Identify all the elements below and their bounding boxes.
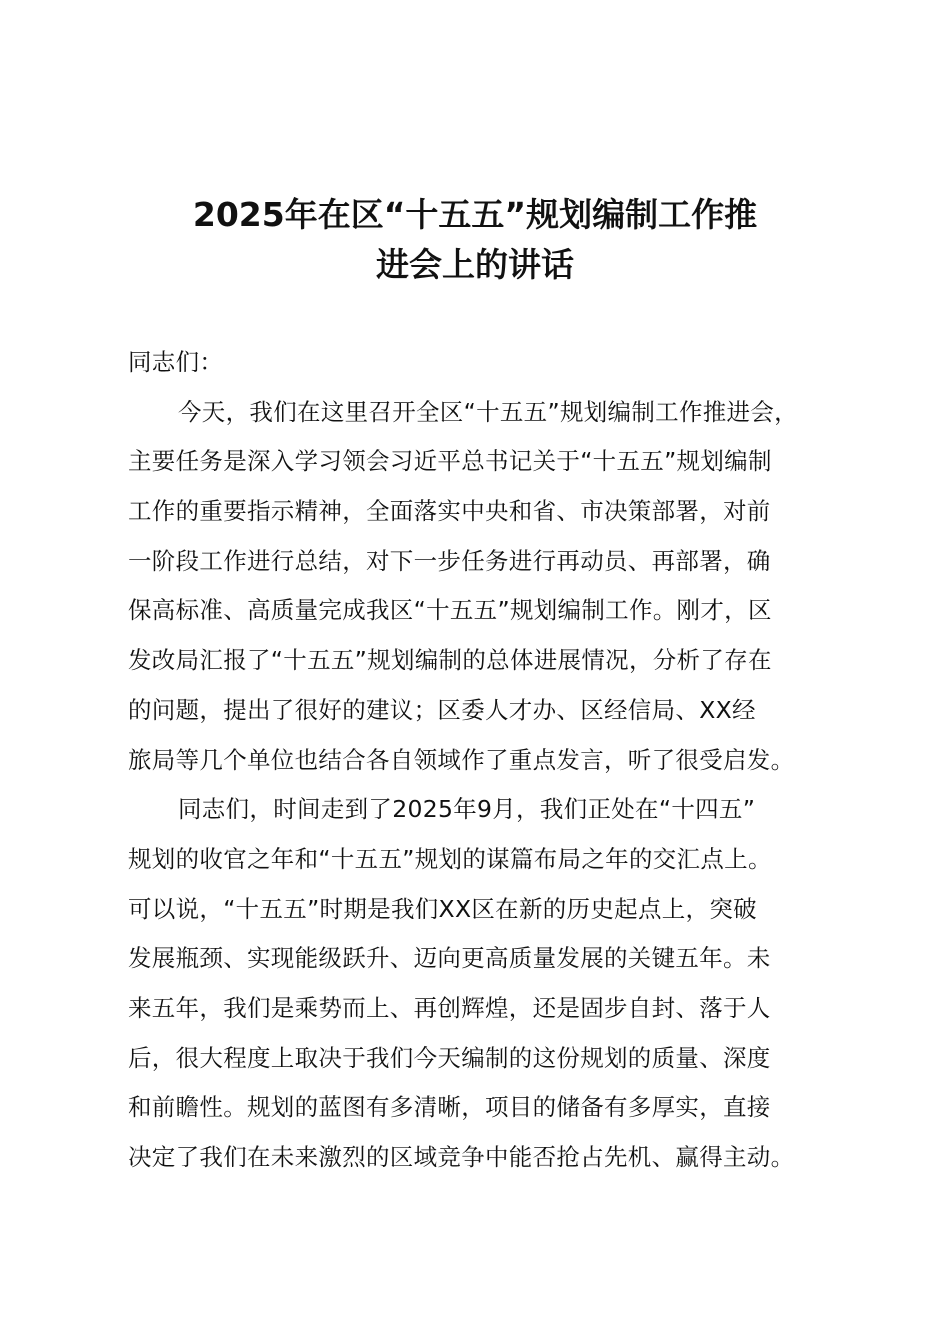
salutation: 同志们： — [128, 348, 224, 376]
paragraph-line: 的问题，提出了很好的建议；区委人才办、区经信局、XX经 — [128, 695, 756, 724]
paragraph-line: 和前瞻性。规划的蓝图有多清晰，项目的储备有多厚实，直接 — [128, 1093, 771, 1122]
paragraph-line: 保高标准、高质量完成我区“十五五”规划编制工作。刚才，区 — [128, 596, 772, 625]
paragraph-line: 发改局汇报了“十五五”规划编制的总体进展情况，分析了存在 — [128, 646, 772, 675]
paragraph-line: 旅局等几个单位也结合各自领域作了重点发言，听了很受启发。 — [128, 745, 795, 774]
paragraph-line: 主要任务是深入学习领会习近平总书记关于“十五五”规划编制 — [128, 447, 772, 476]
paragraph-line: 一阶段工作进行总结，对下一步任务进行再动员、再部署，确 — [128, 546, 771, 575]
paragraph-line: 发展瓶颈、实现能级跃升、迈向更高质量发展的关键五年。未 — [128, 944, 771, 973]
paragraph-line: 来五年，我们是乘势而上、再创辉煌，还是固步自封、落于人 — [128, 993, 771, 1022]
paragraph-line: 可以说，“十五五”时期是我们XX区在新的历史起点上，突破 — [128, 894, 757, 923]
paragraph-line: 同志们，时间走到了2025年9月，我们正处在“十四五” — [178, 795, 756, 824]
paragraph-line: 工作的重要指示精神，全面落实中央和省、市决策部署，对前 — [128, 497, 771, 526]
document-title-line-1: 2025年在区“十五五”规划编制工作推 — [192, 195, 758, 234]
paragraph-1 — [128, 388, 848, 786]
paragraph-line: 决定了我们在未来激烈的区域竞争中能否抢占先机、赢得主动。 — [128, 1143, 795, 1171]
document-body — [128, 338, 848, 1183]
document-title-line-2: 进会上的讲话 — [376, 245, 574, 284]
paragraph-line: 规划的收官之年和“十五五”规划的谋篇布局之年的交汇点上。 — [128, 844, 772, 873]
paragraph-2 — [128, 785, 848, 1183]
paragraph-line: 后，很大程度上取决于我们今天编制的这份规划的质量、深度 — [128, 1043, 771, 1072]
paragraph-line: 今天，我们在这里召开全区“十五五”规划编制工作推进会， — [178, 397, 798, 426]
